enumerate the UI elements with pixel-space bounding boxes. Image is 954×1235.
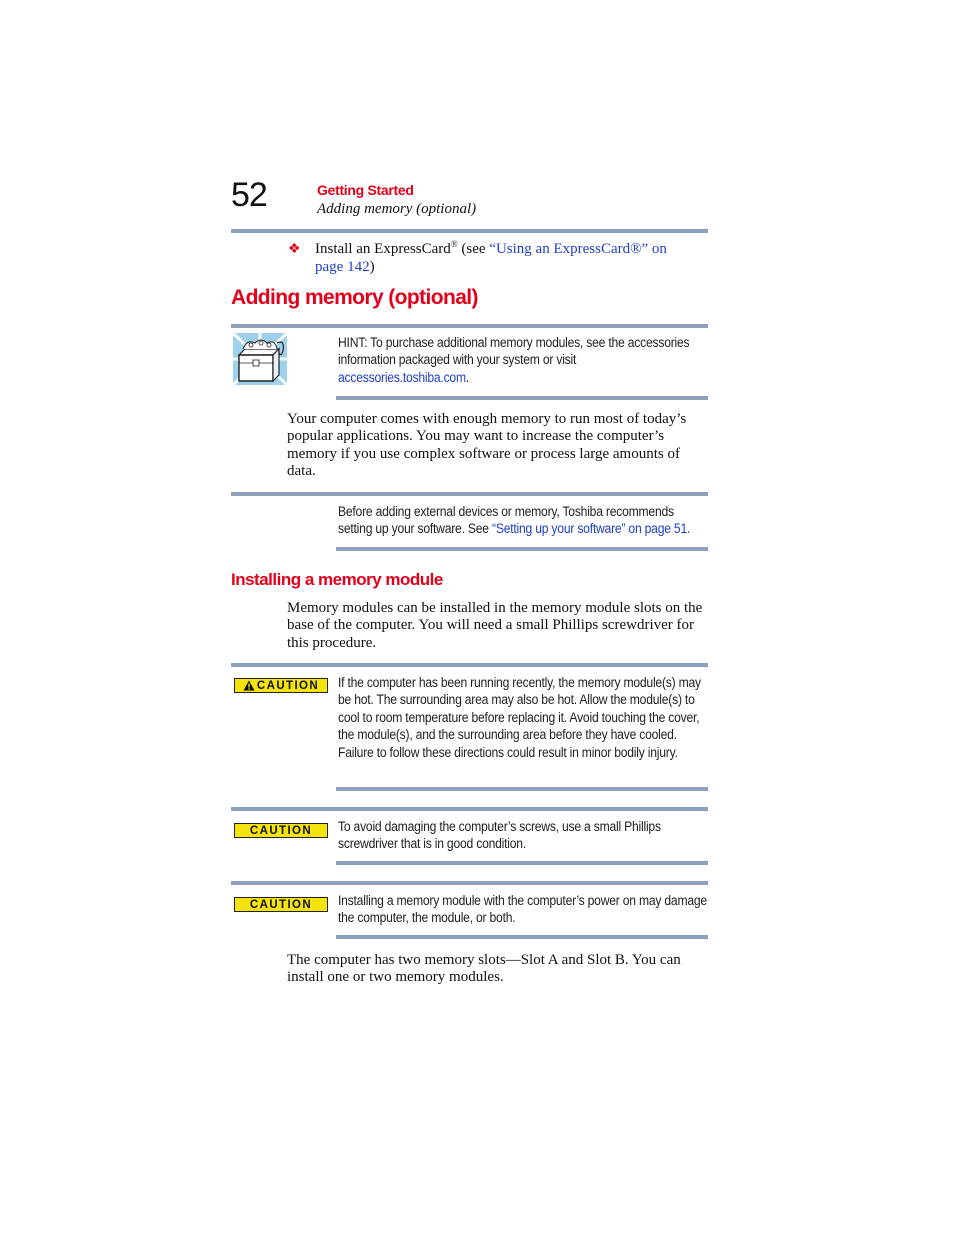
caution2-bottom-rule [336, 861, 708, 865]
page-title: Adding memory (optional) [231, 286, 478, 309]
caution1-text: If the computer has been running recently, the memory module(s) may be hot. The surrounding area may also be hot. Allow the module(s) to cool to room temperature before replacing it. Avoid touching the cover, the module(s), and the surrounding area before they have cooled. Failure to follow these directions could result in minor bodily injury. [338, 675, 701, 760]
bullet-item [315, 240, 695, 276]
bullet-text: Install an ExpressCard [315, 241, 451, 257]
page-number: 52 [231, 176, 267, 214]
hint-top-rule [231, 324, 708, 328]
caution-label: CAUTION [249, 824, 313, 837]
caution-badge [234, 823, 328, 838]
section-subtitle: Adding memory (optional) [317, 201, 477, 217]
note-text [338, 503, 707, 538]
note-bottom-rule [336, 547, 708, 551]
caution-label: CAUTION [249, 898, 313, 911]
warning-icon [243, 680, 255, 691]
procedure-paragraph: Memory modules can be installed in the memory module slots on the base of the computer. You will need a small Phillips screwdriver for this procedure. [287, 600, 703, 651]
bullet-text-middle: (see [457, 241, 490, 257]
hint-end: . [465, 369, 470, 385]
note-top-rule [231, 492, 708, 496]
hint-bottom-rule [336, 396, 708, 400]
note-body: Before adding external devices or memory, Toshiba recommends setting up your software. See [338, 504, 674, 537]
bullet-icon: ❖ [288, 242, 301, 257]
hint-text [338, 334, 707, 386]
caution1-bottom-rule [336, 787, 708, 791]
header-rule [231, 229, 708, 233]
bullet-text-end: ) [369, 259, 375, 275]
caution2-top-rule [231, 807, 708, 811]
caution-badge [234, 897, 328, 912]
caution3-top-rule [231, 881, 708, 885]
caution3-bottom-rule [336, 935, 708, 939]
caution1-top-rule [231, 663, 708, 667]
caution2-text: To avoid damaging the computer’s screws, use a small Phillips screwdriver that is in good condition. [338, 819, 661, 852]
accessories-link[interactable]: accessories.toshiba.com [338, 369, 466, 385]
caution3-text: Installing a memory module with the computer’s power on may damage the computer, the module, or both. [338, 893, 707, 926]
note-end: . [686, 521, 691, 537]
intro-paragraph: Your computer comes with enough memory to run most of today’s popular applications. You may want to increase the computer’s memory if you use complex software or process large amounts of data. [287, 411, 687, 480]
slots-paragraph: The computer has two memory slots—Slot A and Slot B. You can install one or two memory modules. [287, 952, 681, 986]
caution-label: CAUTION [256, 679, 320, 692]
section-heading: Installing a memory module [231, 570, 443, 589]
hint-body: HINT: To purchase additional memory modules, see the accessories information packaged with your system or visit [338, 335, 690, 368]
setup-software-link[interactable]: “Setting up your software” on page 51 [491, 521, 687, 537]
caution-badge [234, 678, 328, 693]
treasure-chest-icon [233, 333, 287, 385]
chapter-title: Getting Started [317, 182, 414, 198]
registered-mark: ® [450, 239, 458, 249]
expresscard-link[interactable]: “Using an ExpressCard®” on page 142 [315, 241, 667, 275]
